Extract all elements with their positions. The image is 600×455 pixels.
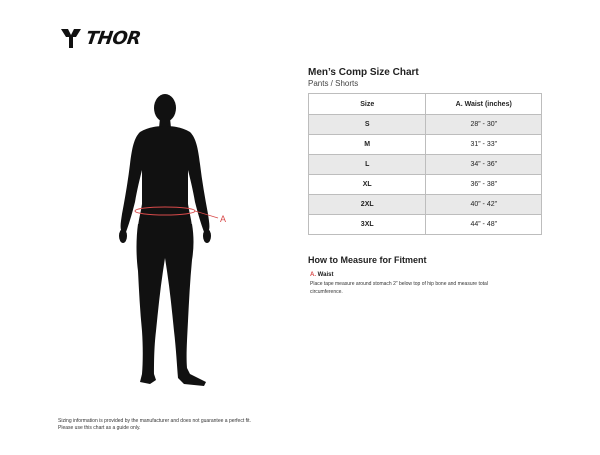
waist-cell: 34” - 36” bbox=[426, 155, 542, 175]
waist-cell: 40” - 42” bbox=[426, 195, 542, 215]
size-cell: L bbox=[309, 155, 426, 175]
table-header-row bbox=[309, 94, 542, 115]
table-row bbox=[309, 115, 542, 135]
measure-description: Place tape measure around stomach 2” below top of hip bone and measure total circumference. bbox=[310, 281, 488, 295]
chart-title: Men’s Comp Size Chart bbox=[308, 67, 419, 78]
size-cell: M bbox=[309, 135, 426, 155]
size-cell: S bbox=[309, 115, 426, 135]
measure-label bbox=[310, 272, 520, 278]
measure-label-text: Waist bbox=[317, 272, 334, 278]
disclaimer-line: Sizing information is provided by the manufacturer and does not guarantee a perfect fit. bbox=[58, 418, 251, 424]
table-row bbox=[309, 215, 542, 235]
brand-wordmark: THOR bbox=[84, 27, 142, 49]
waist-cell: 44” - 48” bbox=[426, 215, 542, 235]
size-cell: 2XL bbox=[309, 195, 426, 215]
measure-instruction bbox=[310, 272, 520, 296]
waist-marker-letter: A bbox=[220, 214, 227, 224]
chart-subtitle: Pants / Shorts bbox=[308, 79, 359, 88]
waist-column-header: A. Waist (inches) bbox=[426, 94, 542, 115]
size-column-header: Size bbox=[309, 94, 426, 115]
disclaimer-line: Please use this chart as a guide only. bbox=[58, 425, 141, 431]
size-cell: 3XL bbox=[309, 215, 426, 235]
size-cell: XL bbox=[309, 175, 426, 195]
table-row bbox=[309, 155, 542, 175]
size-table bbox=[308, 93, 542, 235]
waist-cell: 28” - 30” bbox=[426, 115, 542, 135]
thor-logo bbox=[60, 26, 141, 50]
body-silhouette bbox=[110, 86, 250, 391]
waist-cell: 36” - 38” bbox=[426, 175, 542, 195]
howto-heading: How to Measure for Fitment bbox=[308, 255, 427, 265]
measure-letter: A. bbox=[310, 272, 316, 278]
table-row bbox=[309, 175, 542, 195]
thor-t-logo-icon bbox=[60, 27, 82, 49]
table-row bbox=[309, 195, 542, 215]
waist-cell: 31” - 33” bbox=[426, 135, 542, 155]
table-row bbox=[309, 135, 542, 155]
disclaimer bbox=[58, 418, 251, 432]
